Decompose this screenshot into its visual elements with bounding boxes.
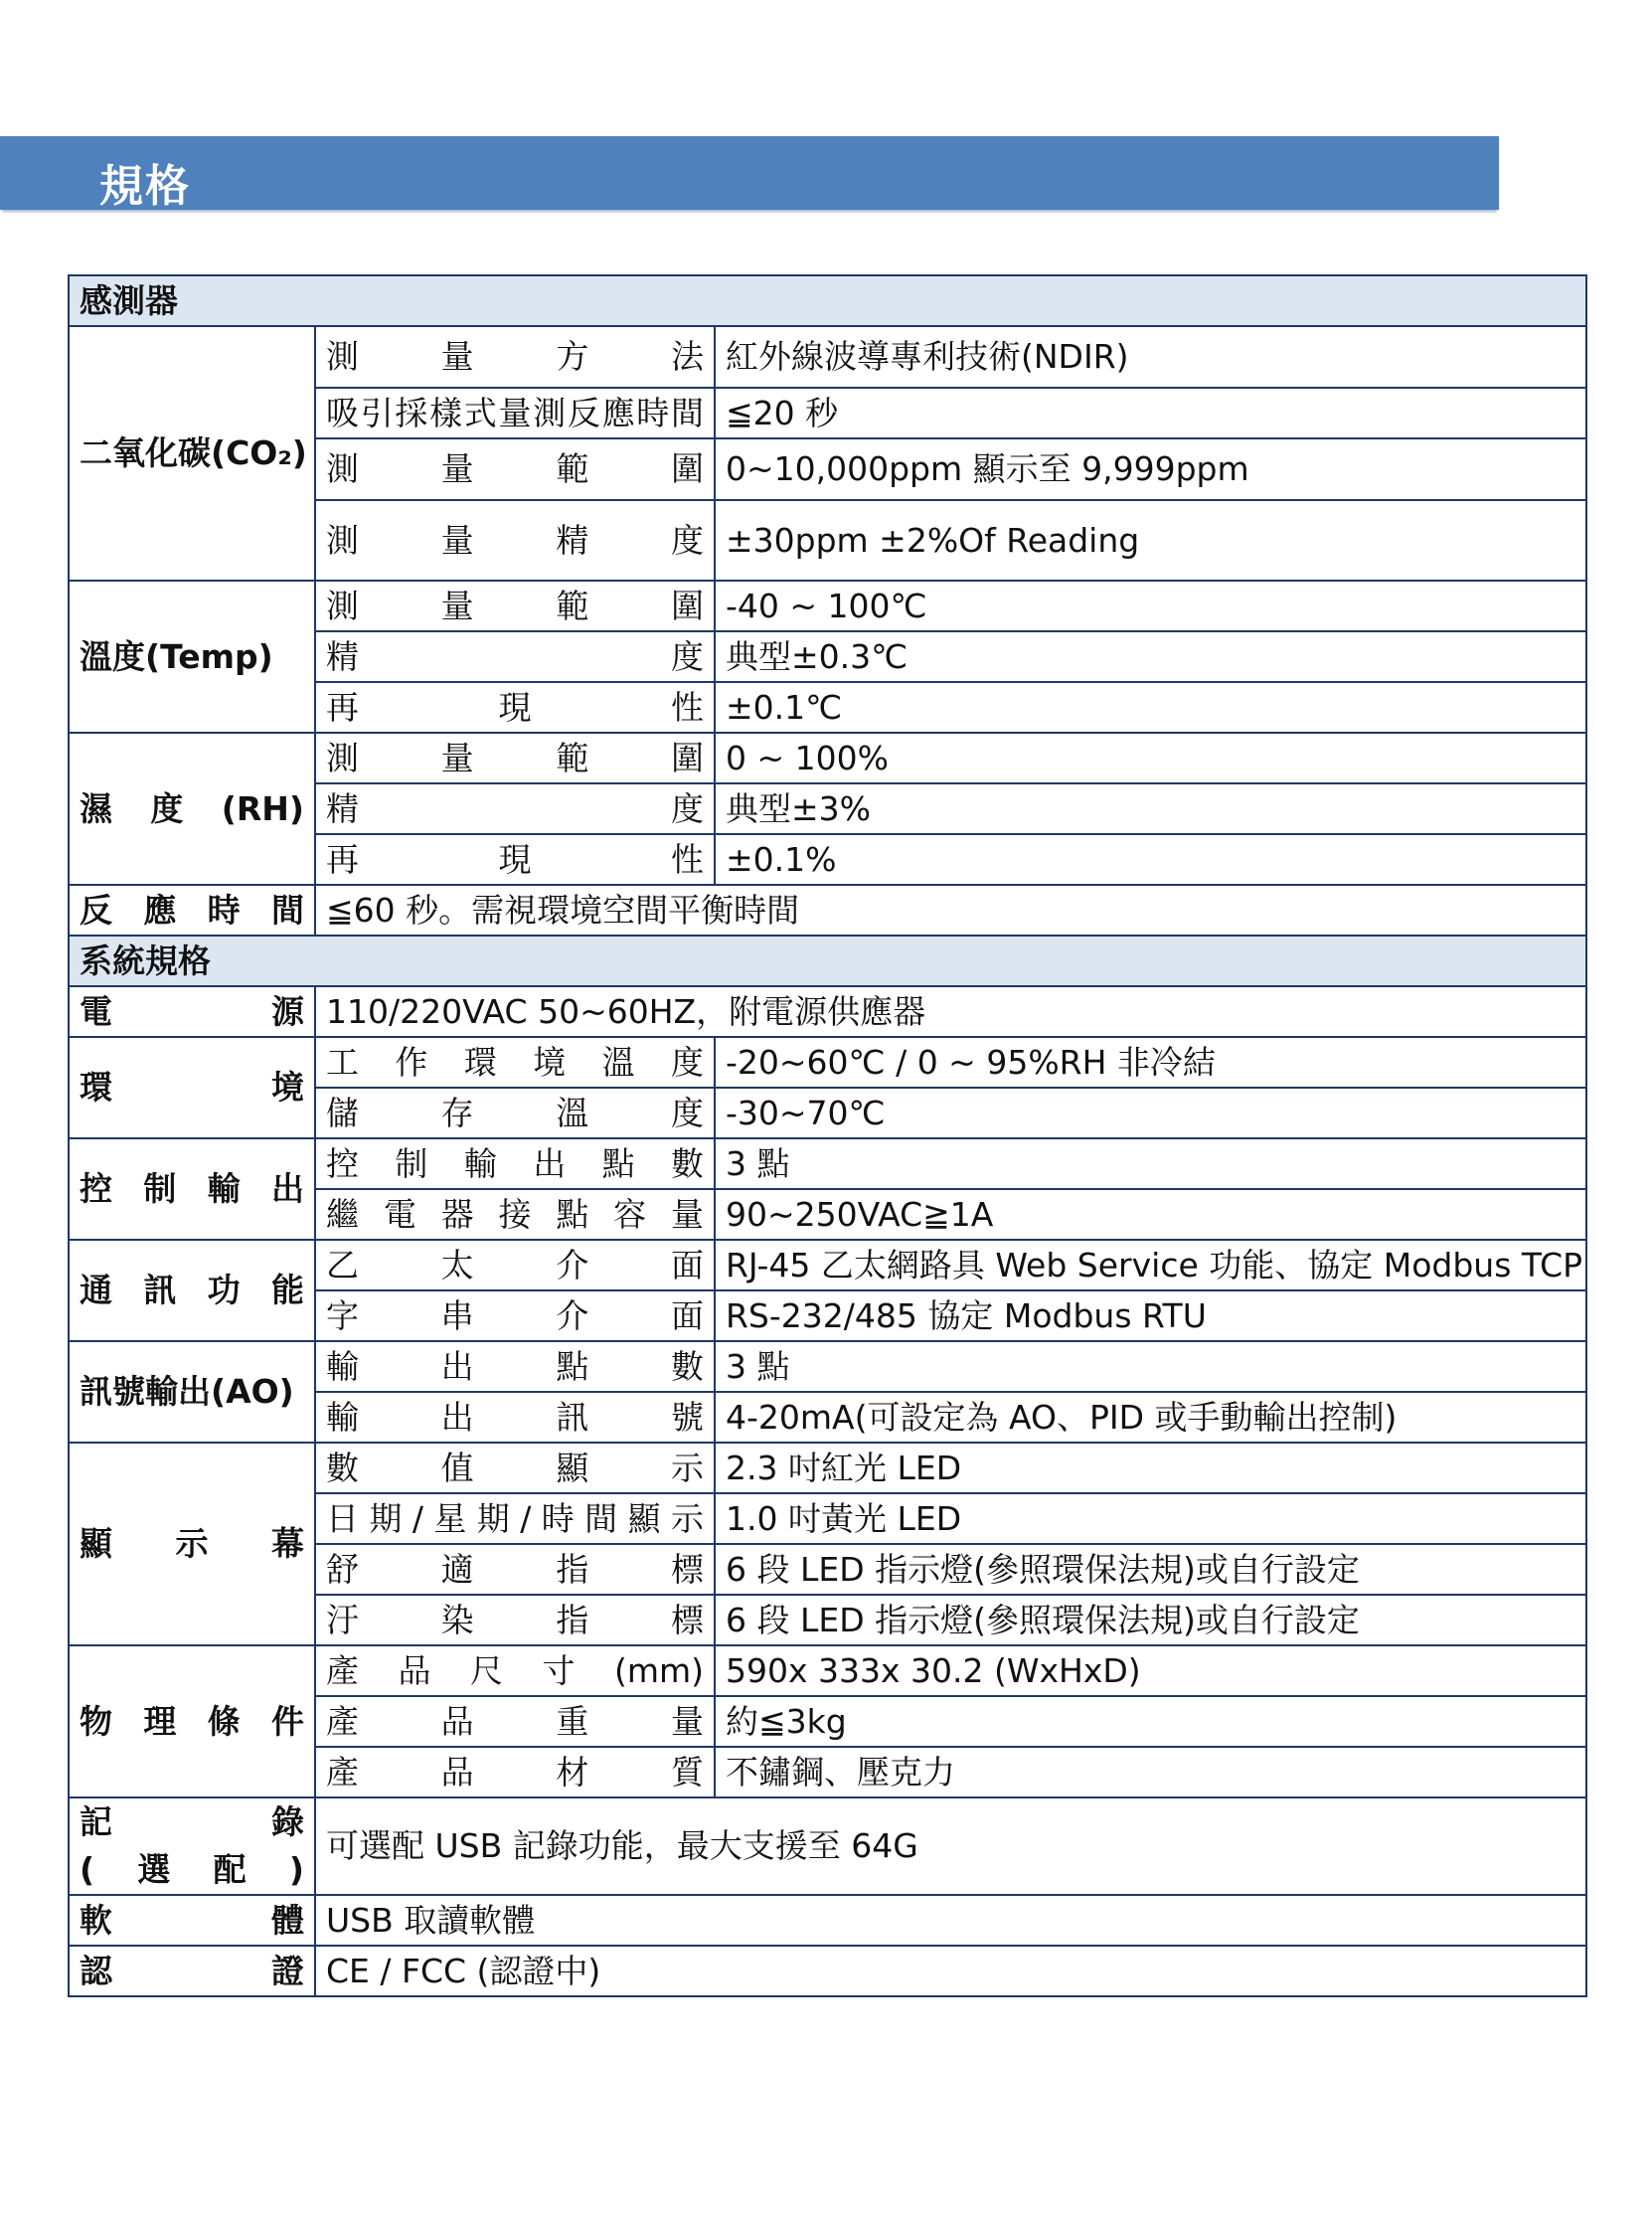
category-record-line2: (選配) [80,1850,304,1889]
spec-label: 輸出點數 [315,1341,715,1392]
spec-label: 舒適指標 [315,1544,715,1595]
table-row [69,733,1586,783]
spec-value: 約≦3kg [715,1696,1586,1747]
category-record-line1: 記錄 [80,1802,304,1842]
spec-value: 110/220VAC 50~60HZ，附電源供應器 [315,986,1586,1037]
table-row [69,885,1586,936]
page-title: 規格 [99,161,191,212]
spec-value: 0~10,000ppm 顯示至 9,999ppm [715,438,1586,500]
table-row [69,986,1586,1037]
table-row [69,1138,1586,1189]
spec-label: 測量範圍 [315,733,715,783]
table-row [69,1240,1586,1290]
table-row [69,1443,1586,1493]
spec-label: 再現性 [315,834,715,885]
spec-label: 測量方法 [315,326,715,388]
spec-label: 字串介面 [315,1290,715,1341]
spec-value: 6 段 LED 指示燈(參照環保法規)或自行設定 [715,1544,1586,1595]
spec-value: ±30ppm ±2%Of Reading [715,500,1586,581]
spec-value: 1.0 吋黃光 LED [715,1493,1586,1544]
category-software: 軟體 [69,1895,315,1946]
spec-label: 工作環境溫度 [315,1037,715,1088]
spec-value: ≦20 秒 [715,388,1586,438]
spec-label: 汙染指標 [315,1595,715,1645]
spec-value: -40 ~ 100℃ [715,581,1586,631]
spec-value: 典型±3% [715,783,1586,834]
spec-value: 3 點 [715,1341,1586,1392]
spec-label: 精度 [315,631,715,682]
table-row [69,581,1586,631]
spec-label: 吸引採樣式量測反應時間 [315,388,715,438]
spec-value: 0 ~ 100% [715,733,1586,783]
spec-value: USB 取讀軟體 [315,1895,1586,1946]
spec-value: -20~60℃ / 0 ~ 95%RH 非冷結 [715,1037,1586,1088]
category-record [69,1797,315,1895]
category-physical: 物理條件 [69,1645,315,1797]
table-row [69,1341,1586,1392]
spec-label: 輸出訊號 [315,1392,715,1443]
spec-label: 測量範圍 [315,581,715,631]
spec-value: 90~250VAC≧1A [715,1189,1586,1240]
spec-label: 測量精度 [315,500,715,581]
category-comm: 通訊功能 [69,1240,315,1341]
spec-value: RJ-45 乙太網路具 Web Service 功能、協定 Modbus TCP [715,1240,1586,1290]
category-environment: 環境 [69,1037,315,1138]
spec-value: 典型±0.3℃ [715,631,1586,682]
category-power: 電源 [69,986,315,1037]
spec-label: 儲存溫度 [315,1088,715,1138]
spec-label: 再現性 [315,682,715,733]
spec-value: 3 點 [715,1138,1586,1189]
spec-value: 2.3 吋紅光 LED [715,1443,1586,1493]
spec-label: 數值顯示 [315,1443,715,1493]
spec-value: ±0.1℃ [715,682,1586,733]
category-temp: 溫度(Temp) [69,581,315,733]
spec-value: 紅外線波導專利技術(NDIR) [715,326,1586,388]
spec-label: 測量範圍 [315,438,715,500]
spec-label: 產品尺寸(mm) [315,1645,715,1696]
spec-value: 4-20mA(可設定為 AO、PID 或手動輸出控制) [715,1392,1586,1443]
table-row [69,326,1586,388]
spec-value: 可選配 USB 記錄功能，最大支援至 64G [315,1797,1586,1895]
spec-value: 6 段 LED 指示燈(參照環保法規)或自行設定 [715,1595,1586,1645]
spec-value: 590x 333x 30.2 (WxHxD) [715,1645,1586,1696]
spec-table [68,274,1587,1997]
spec-value: ≦60 秒。需視環境空間平衡時間 [315,885,1586,936]
table-row [69,1895,1586,1946]
spec-label: 產品重量 [315,1696,715,1747]
category-co2: 二氧化碳(CO₂) [69,326,315,581]
spec-value: ±0.1% [715,834,1586,885]
section-banner [0,136,1499,210]
table-row [69,1645,1586,1696]
category-cert: 認證 [69,1946,315,1996]
category-display: 顯示幕 [69,1443,315,1645]
spec-value: CE / FCC (認證中) [315,1946,1586,1996]
section-header-system: 系統規格 [69,936,1586,986]
spec-label: 繼電器接點容量 [315,1189,715,1240]
category-response: 反應時間 [69,885,315,936]
spec-label: 精度 [315,783,715,834]
spec-label: 產品材質 [315,1747,715,1797]
category-ao: 訊號輸出(AO) [69,1341,315,1443]
spec-value: RS-232/485 協定 Modbus RTU [715,1290,1586,1341]
category-control: 控制輸出 [69,1138,315,1240]
spec-value: 不鏽鋼、壓克力 [715,1747,1586,1797]
table-row [69,1037,1586,1088]
spec-label: 日期/星期/時間顯示 [315,1493,715,1544]
table-row [69,1797,1586,1895]
category-rh: 濕度(RH) [69,733,315,885]
section-header-sensor: 感測器 [69,275,1586,326]
table-row [69,1946,1586,1996]
spec-label: 乙太介面 [315,1240,715,1290]
spec-value: -30~70℃ [715,1088,1586,1138]
spec-label: 控制輸出點數 [315,1138,715,1189]
